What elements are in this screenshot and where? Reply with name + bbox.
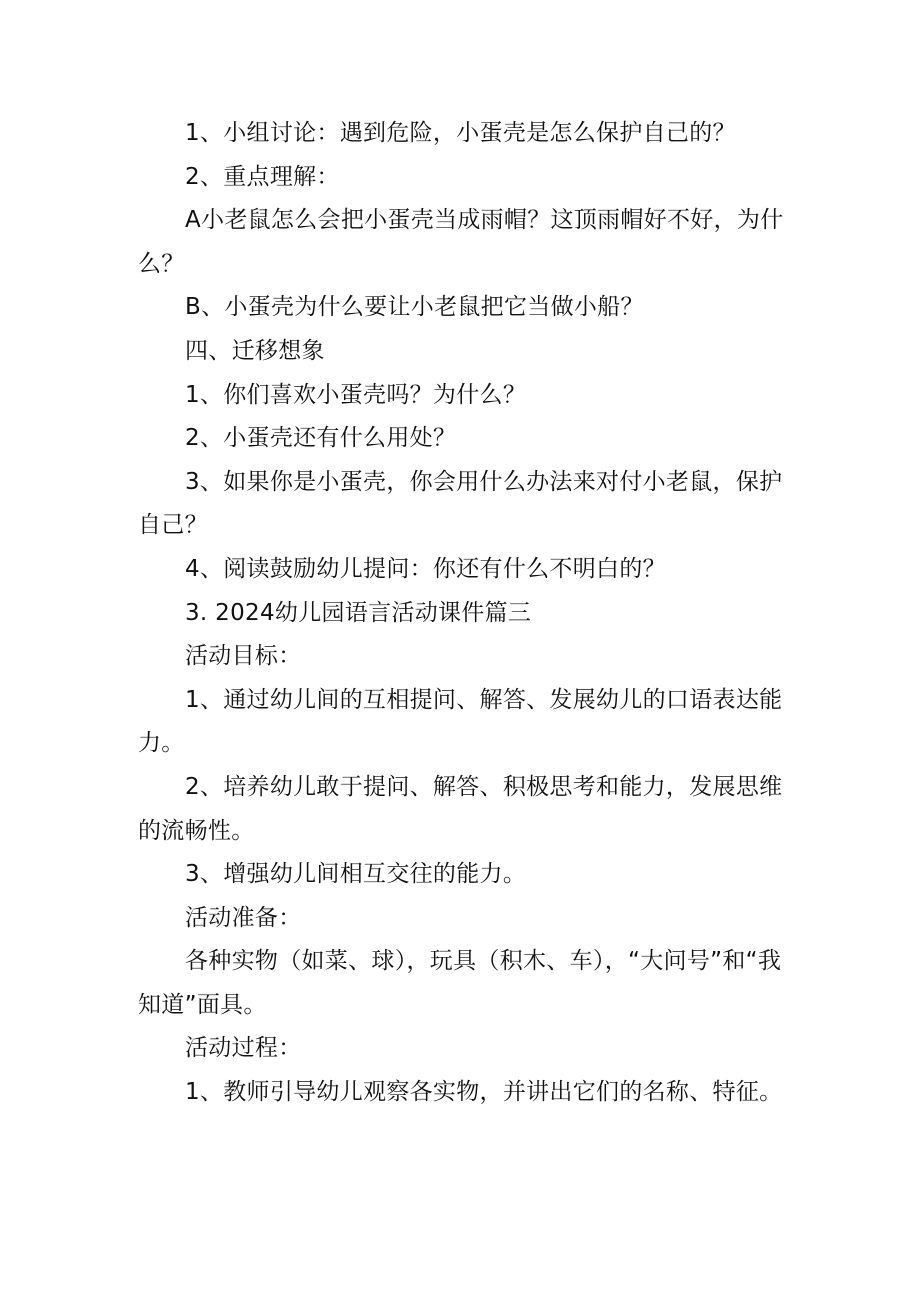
- paragraph-encourage-questions: 4、阅读鼓励幼儿提问：你还有什么不明白的？: [185, 555, 666, 582]
- heading-activity-preparation: 活动准备：: [185, 904, 302, 931]
- paragraph-goal-one: 1、通过幼儿间的互相提问、解答、发展幼儿的口语表达能力。: [138, 686, 783, 757]
- paragraph-like-eggshell: 1、你们喜欢小蛋壳吗？为什么？: [185, 381, 527, 408]
- paragraph-step-one: 1、教师引导幼儿观察各实物，并讲出它们的名称、特征。: [185, 1079, 783, 1106]
- paragraph-goal-two: 2、培养幼儿敢于提问、解答、积极思考和能力，发展思维的流畅性。: [138, 773, 783, 844]
- section-heading-part-three: 3. 2024幼儿园语言活动课件篇三: [185, 599, 532, 626]
- paragraph-group-discussion: 1、小组讨论：遇到危险，小蛋壳是怎么保护自己的？: [185, 120, 736, 146]
- paragraph-if-you-were: 3、如果你是小蛋壳，你会用什么办法来对付小老鼠，保护自己？: [138, 468, 783, 539]
- heading-activity-process: 活动过程：: [185, 1035, 302, 1062]
- paragraph-question-a: A小老鼠怎么会把小蛋壳当成雨帽？这顶雨帽好不好，为什么？: [138, 207, 784, 277]
- section-heading-imagination: 四、迁移想象: [185, 337, 325, 364]
- paragraph-key-understanding: 2、重点理解：: [185, 163, 340, 190]
- paragraph-materials: 各种实物（如菜、球），玩具（积木、车），“大问号”和“我知道”面具。: [138, 948, 782, 1018]
- heading-activity-goals: 活动目标：: [185, 643, 302, 670]
- paragraph-goal-three: 3、增强幼儿间相互交往的能力。: [185, 861, 527, 888]
- document-body: [138, 112, 786, 1115]
- paragraph-question-b: B、小蛋壳为什么要让小老鼠把它当做小船？: [185, 294, 644, 321]
- paragraph-other-uses: 2、小蛋壳还有什么用处？: [185, 425, 457, 452]
